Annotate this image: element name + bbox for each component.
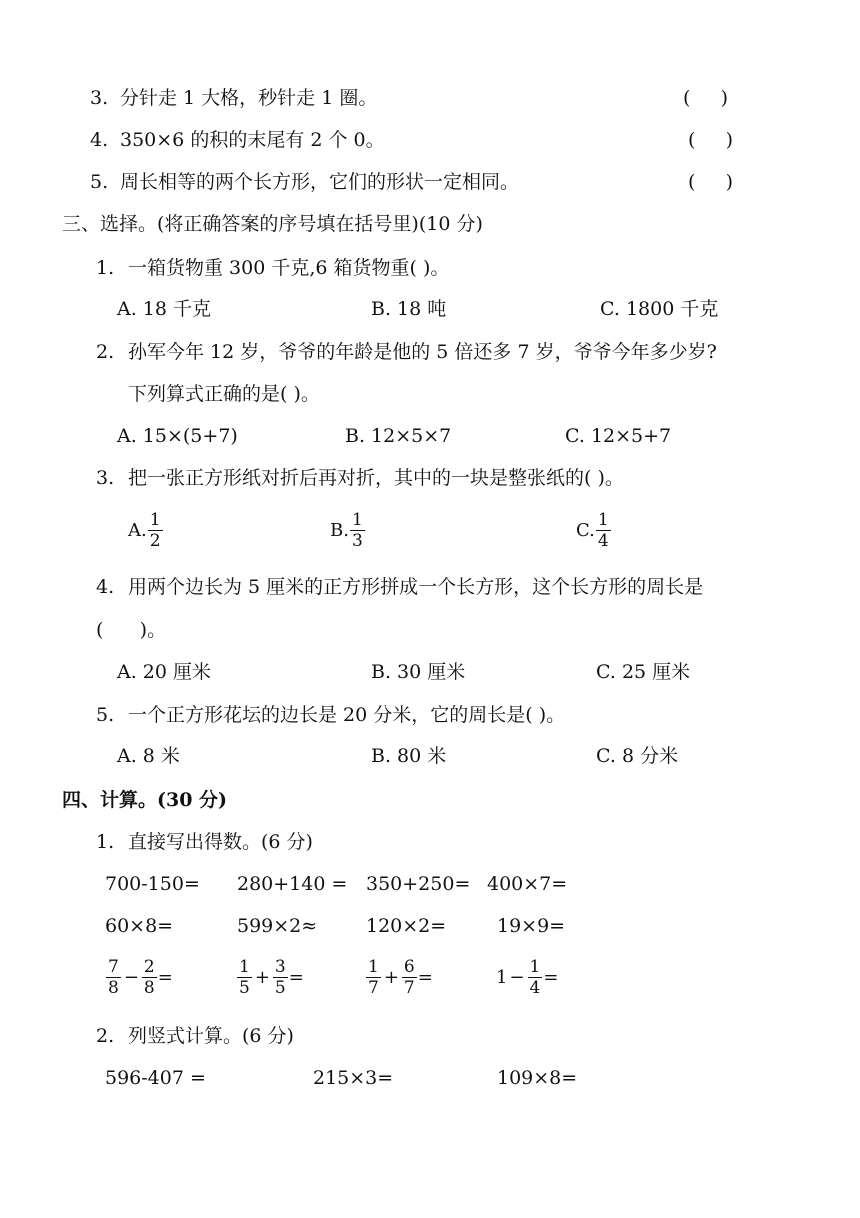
option-c-label: C. — [576, 520, 595, 541]
choice-q1-text: 一箱货物重 300 千克,6 箱货物重( )。 — [128, 257, 450, 279]
calc-item: 60×8= — [105, 915, 174, 937]
vertical-calc-item: 215×3= — [313, 1067, 394, 1089]
calc-item: 120×2= — [366, 915, 447, 937]
choice-q2-option-c[interactable]: C. 12×5+7 — [565, 425, 672, 447]
calc-sub1-title: 直接写出得数。(6 分) — [128, 831, 313, 853]
choice-q3-text: 把一张正方形纸对折后再对折，其中的一块是整张纸的( )。 — [128, 467, 624, 489]
choice-q2-text-line2: 下列算式正确的是( )。 — [128, 383, 320, 405]
choice-q5-option-a[interactable]: A. 8 米 — [117, 745, 180, 767]
fraction-expression-3: $\frac{1}{7}$ + $\frac{6}{7}$ = — [368, 957, 433, 998]
vertical-calc-item: 596-407 = — [105, 1067, 206, 1089]
vertical-calc-item: 109×8= — [497, 1067, 578, 1089]
fraction-one-half: $\frac{1}{2}$ — [149, 510, 161, 551]
choice-q5-number: 5. — [96, 704, 115, 726]
choice-q4-option-c[interactable]: C. 25 厘米 — [596, 661, 691, 683]
calc-sub1-number: 1. — [96, 831, 115, 853]
judge-item-3-number: 3. — [90, 87, 109, 109]
option-a-label: A. — [128, 520, 147, 541]
section-choice-heading: 三、选择。(将正确答案的序号填在括号里)(10 分) — [62, 213, 483, 235]
calc-item: 400×7= — [487, 873, 568, 895]
calc-item: 280+140 = — [237, 873, 348, 895]
choice-q4-option-b[interactable]: B. 30 厘米 — [371, 661, 466, 683]
choice-q4-text: 用两个边长为 5 厘米的正方形拼成一个长方形，这个长方形的周长是 — [128, 576, 704, 598]
choice-q2-number: 2. — [96, 341, 115, 363]
choice-q5-option-c[interactable]: C. 8 分米 — [596, 745, 679, 767]
calc-sub2-number: 2. — [96, 1025, 115, 1047]
choice-q4-text-line2: ( )。 — [96, 619, 167, 641]
choice-q5-option-b[interactable]: B. 80 米 — [371, 745, 447, 767]
fraction-expression-1: $\frac{7}{8}$ − $\frac{2}{8}$ = — [108, 957, 173, 998]
judge-item-3-answer-blank[interactable]: ( ) — [683, 87, 729, 109]
judge-item-3-text: 分针走 1 大格，秒针走 1 圈。 — [120, 87, 378, 109]
fraction-one-quarter: $\frac{1}{4}$ — [597, 510, 609, 551]
judge-item-4-text: 350×6 的积的末尾有 2 个 0。 — [120, 129, 385, 151]
choice-q5-text: 一个正方形花坛的边长是 20 分米，它的周长是( )。 — [128, 704, 566, 726]
judge-item-5-answer-blank[interactable]: ( ) — [688, 171, 734, 193]
calc-item: 350+250= — [366, 873, 471, 895]
choice-q1-option-c[interactable]: C. 1800 千克 — [600, 298, 719, 320]
choice-q2-option-b[interactable]: B. 12×5×7 — [345, 425, 452, 447]
calc-item: 599×2≈ — [237, 915, 318, 937]
judge-item-4-number: 4. — [90, 129, 109, 151]
choice-q1-option-a[interactable]: A. 18 千克 — [117, 298, 212, 320]
section-calc-heading: 四、计算。(30 分) — [62, 789, 228, 811]
choice-q3-number: 3. — [96, 467, 115, 489]
choice-q4-number: 4. — [96, 576, 115, 598]
fraction-one-third: $\frac{1}{3}$ — [351, 510, 363, 551]
choice-q4-option-a[interactable]: A. 20 厘米 — [117, 661, 212, 683]
calc-item: 19×9= — [497, 915, 566, 937]
fraction-expression-4: 1 − $\frac{1}{4}$ = — [496, 957, 559, 998]
calc-sub2-title: 列竖式计算。(6 分) — [128, 1025, 294, 1047]
fraction-expression-2: $\frac{1}{5}$ + $\frac{3}{5}$ = — [239, 957, 304, 998]
choice-q2-option-a[interactable]: A. 15×(5+7) — [117, 425, 238, 447]
choice-q3-option-b[interactable] — [330, 510, 366, 551]
choice-q3-option-c[interactable] — [576, 510, 612, 551]
choice-q1-number: 1. — [96, 257, 115, 279]
judge-item-4-answer-blank[interactable]: ( ) — [688, 129, 734, 151]
option-b-label: B. — [330, 520, 349, 541]
choice-q1-option-b[interactable]: B. 18 吨 — [371, 298, 447, 320]
calc-item: 700-150= — [105, 873, 200, 895]
judge-item-5-number: 5. — [90, 171, 109, 193]
choice-q3-option-a[interactable] — [128, 510, 164, 551]
judge-item-5-text: 周长相等的两个长方形，它们的形状一定相同。 — [120, 171, 520, 193]
choice-q2-text: 孙军今年 12 岁，爷爷的年龄是他的 5 倍还多 7 岁，爷爷今年多少岁? — [128, 341, 717, 363]
